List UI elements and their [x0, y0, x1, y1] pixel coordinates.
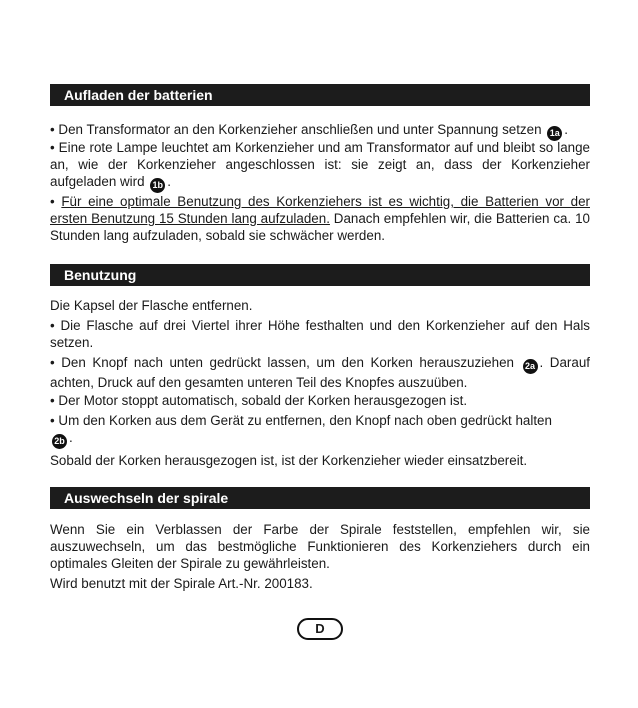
- paragraph-usage-4: • Der Motor stoppt automatisch, sobald der Korken herausgezogen ist.: [50, 393, 468, 408]
- paragraph-text: • Den Transformator an den Korkenzieher anschließen und unter Spannung setzen: [50, 122, 542, 137]
- section-header-usage: Benutzung: [50, 264, 590, 286]
- paragraph-text: Danach empfehlen wir, die Batterien ca. 10 Stunden lang aufzuladen, sobald sie schwächer werden.: [50, 211, 590, 243]
- step-badge-2a: 2a: [523, 359, 538, 374]
- paragraph-text: .: [69, 430, 73, 445]
- step-badge-2b: 2b: [52, 434, 67, 449]
- page-language-label: D: [297, 618, 343, 640]
- step-badge-1b: 1b: [150, 178, 165, 193]
- paragraph-charging-2: • Eine rote Lampe leuchtet am Korkenzieher und am Transformator auf und bleibt so lange an, wie der Korkenzieher angeschlossen ist: sie zeigt an, dass der Korkenzieher aufgeladen wird 1b .: [50, 139, 590, 193]
- paragraph-text: . Darauf achten, Druck auf den gesamten unteren Teil des Knopfes auszuüben.: [50, 355, 590, 390]
- section-header-spiral: Auswechseln der spirale: [50, 487, 590, 509]
- paragraph-charging-1: • Den Transformator an den Korkenzieher anschließen und unter Spannung setzen 1a .: [50, 121, 590, 141]
- paragraph-text: • Den Knopf nach unten gedrückt lassen, um den Korken herauszuziehen: [50, 355, 514, 370]
- paragraph-usage-3: [50, 354, 590, 391]
- paragraph-spiral-1: Wenn Sie ein Verblassen der Farbe der Spirale feststellen, empfehlen wir, sie auszuwechseln, um das bestmögliche Funktionieren des Korkenziehers durch ein optimales Gleiten der Spirale zu gewährleisten.: [50, 522, 590, 571]
- underlined-note: Für eine optimale Benutzung des Korkenziehers ist es wichtig, die Batterien vor der ersten Benutzung 15 Stunden lang aufzuladen.: [50, 194, 590, 226]
- paragraph-text: • Um den Korken aus dem Gerät zu entfernen, den Knopf nach oben gedrückt halten: [50, 413, 552, 428]
- paragraph-text: • Eine rote Lampe leuchtet am Korkenzieher und am Transformator auf und bleibt so lange an, wie der Korkenzieher angeschlossen ist: sie zeigt an, dass der Korkenzieher aufgeladen wird: [50, 140, 590, 189]
- step-badge-1a: 1a: [547, 126, 562, 141]
- paragraph-usage-2: • Die Flasche auf drei Viertel ihrer Höhe festhalten und den Korkenzieher auf den Hals setzen.: [50, 318, 590, 350]
- paragraph-spiral-2: Wird benutzt mit der Spirale Art.-Nr. 200183.: [50, 576, 313, 591]
- paragraph-usage-6: Sobald der Korken herausgezogen ist, ist der Korkenzieher wieder einsatzbereit.: [50, 453, 528, 468]
- bullet: •: [50, 194, 62, 209]
- section-header-charging: Aufladen der batterien: [50, 84, 590, 106]
- paragraph-charging-3: [50, 193, 590, 244]
- paragraph-usage-5: [50, 412, 590, 449]
- paragraph-usage-1: Die Kapsel der Flasche entfernen.: [50, 298, 253, 313]
